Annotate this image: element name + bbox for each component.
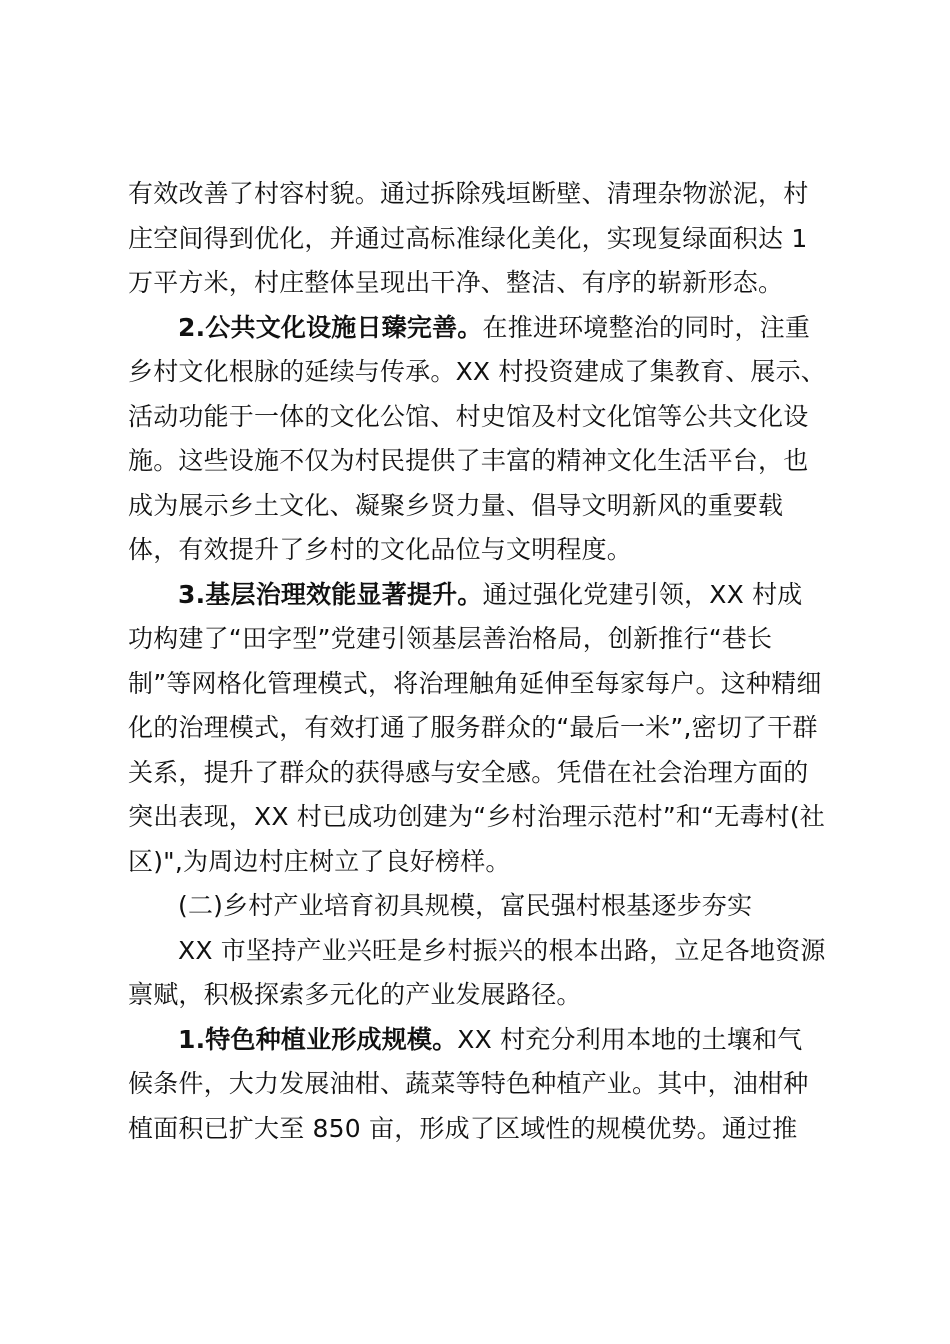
subheading-2: 2.公共文化设施日臻完善。 xyxy=(178,312,483,342)
line-text: 关系，提升了群众的获得感与安全感。凭借在社会治理方面的 xyxy=(128,757,809,787)
line-text: 植面积已扩大至 850 亩，形成了区域性的规模优势。通过推 xyxy=(128,1113,798,1143)
line-text: 区)",为周边村庄树立了良好榜样。 xyxy=(128,846,511,876)
line-text: 体，有效提升了乡村的文化品位与文明程度。 xyxy=(128,535,633,564)
line-text: 成为展示乡土文化、凝聚乡贤力量、倡导文明新风的重要载 xyxy=(128,490,784,520)
text-line xyxy=(128,1107,838,1152)
text-line-heading xyxy=(128,573,838,618)
text-line xyxy=(128,261,838,306)
text-line xyxy=(128,751,838,796)
line-text: 化的治理模式，有效打通了服务群众的“最后一米”,密切了干群 xyxy=(128,713,818,742)
line-text: 有效改善了村容村貌。通过拆除残垣断壁、清理杂物淤泥，村 xyxy=(128,179,809,208)
text-line xyxy=(128,1062,838,1107)
text-line xyxy=(128,840,838,885)
line-text: 万平方米，村庄整体呈现出干净、整洁、有序的崭新形态。 xyxy=(128,268,784,297)
text-line xyxy=(128,617,838,662)
text-line xyxy=(128,973,838,1018)
text-line-indent xyxy=(128,929,838,974)
line-text: 制”等网格化管理模式，将治理触角延伸至每家每户。这种精细 xyxy=(128,668,822,698)
text-line xyxy=(128,172,838,217)
line-text: XX 市坚持产业兴旺是乡村振兴的根本出路，立足各地资源 xyxy=(178,935,826,965)
line-text: 突出表现，XX 村已成功创建为“乡村治理示范村”和“无毒村(社 xyxy=(128,802,826,831)
text-line xyxy=(128,217,838,262)
line-text: 在推进环境整治的同时，注重 xyxy=(482,312,811,342)
line-text: 通过强化党建引领，XX 村成 xyxy=(482,579,803,609)
text-line xyxy=(128,662,838,707)
text-line xyxy=(128,795,838,840)
text-line xyxy=(128,439,838,484)
line-text: (二)乡村产业培育初具规模，富民强村根基逐步夯实 xyxy=(178,891,753,920)
text-line xyxy=(128,350,838,395)
line-text: 禀赋，积极探索多元化的产业发展路径。 xyxy=(128,980,582,1009)
subheading-1: 1.特色种植业形成规模。 xyxy=(178,1024,458,1054)
line-text: XX 村充分利用本地的土壤和气 xyxy=(457,1024,803,1054)
line-text: 功构建了“田字型”党建引领基层善治格局，创新推行“巷长 xyxy=(128,624,773,653)
subheading-3: 3.基层治理效能显著提升。 xyxy=(178,579,483,609)
section-heading xyxy=(128,884,838,929)
body-text xyxy=(128,172,838,1151)
text-line-heading xyxy=(128,1018,838,1063)
line-text: 施。这些设施不仅为村民提供了丰富的精神文化生活平台，也 xyxy=(128,446,809,475)
text-line xyxy=(128,528,838,573)
line-text: 乡村文化根脉的延续与传承。XX 村投资建成了集教育、展示、 xyxy=(128,357,827,386)
line-text: 庄空间得到优化，并通过高标准绿化美化，实现复绿面积达 1 xyxy=(128,223,808,253)
text-line xyxy=(128,706,838,751)
text-line xyxy=(128,484,838,529)
text-line xyxy=(128,395,838,440)
line-text: 候条件，大力发展油柑、蔬菜等特色种植产业。其中，油柑种 xyxy=(128,1069,809,1098)
text-line-heading xyxy=(128,306,838,351)
line-text: 活动功能于一体的文化公馆、村史馆及村文化馆等公共文化设 xyxy=(128,401,809,431)
